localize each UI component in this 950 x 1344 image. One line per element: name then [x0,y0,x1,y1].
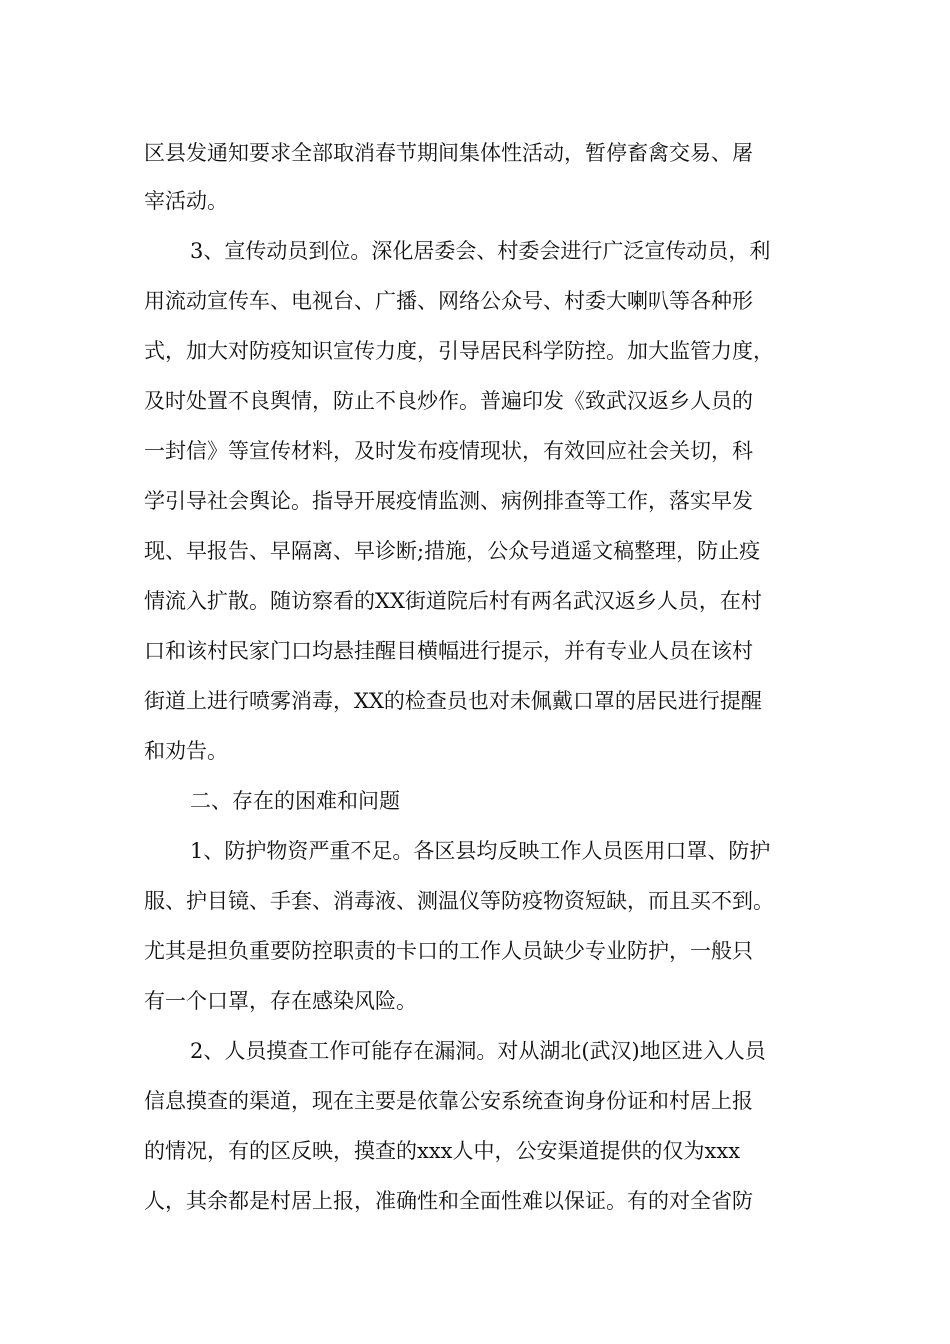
text-line: 的情况，有的区反映，摸查的xxx人中，公安渠道提供的仅为xxx [144,1139,741,1163]
text-line: 信息摸查的渠道，现在主要是依靠公安系统查询身份证和村居上报 [144,1089,753,1113]
text-line: 情流入扩散。随访察看的XX街道院后村有两名武汉返乡人员，在村 [144,589,762,613]
paragraph-start-line: 1、防护物资严重不足。各区县均反映工作人员医用口罩、防护 [190,839,771,863]
text-line: 服、护目镜、手套、消毒液、测温仪等防疫物资短缺，而且买不到。 [144,889,774,913]
paragraph-start-line: 2、人员摸查工作可能存在漏洞。对从湖北(武汉)地区进入人员 [190,1039,766,1063]
text-line: 尤其是担负重要防控职责的卡口的工作人员缺少专业防护，一般只 [144,939,753,963]
text-line: 现、早报告、早隔离、早诊断;措施，公众号逍遥文稿整理，防止疫 [144,539,761,563]
text-line: 式，加大对防疫知识宣传力度，引导居民科学防控。加大监管力度， [144,339,774,363]
text-line: 一封信》等宣传材料，及时发布疫情现状，有效回应社会关切，科 [144,439,753,463]
text-line: 和劝告。 [144,739,228,763]
paragraph-start-line: 3、宣传动员到位。深化居委会、村委会进行广泛宣传动员，利 [190,239,771,263]
text-line: 宰活动。 [144,189,228,213]
text-line: 街道上进行喷雾消毒，XX的检查员也对未佩戴口罩的居民进行提醒 [144,689,762,713]
text-line: 人，其余都是村居上报，准确性和全面性难以保证。有的对全省防 [144,1189,753,1213]
section-heading: 二、存在的困难和问题 [190,789,400,813]
text-line: 及时处置不良舆情，防止不良炒作。普遍印发《致武汉返乡人员的 [144,389,753,413]
text-line: 有一个口罩，存在感染风险。 [144,989,417,1013]
text-line: 用流动宣传车、电视台、广播、网络公众号、村委大喇叭等各种形 [144,289,753,313]
text-line: 口和该村民家门口均悬挂醒目横幅进行提示，并有专业人员在该村 [144,639,753,663]
text-line: 学引导社会舆论。指导开展疫情监测、病例排查等工作，落实早发 [144,489,753,513]
text-line: 区县发通知要求全部取消春节期间集体性活动，暂停畜禽交易、屠 [144,141,753,165]
